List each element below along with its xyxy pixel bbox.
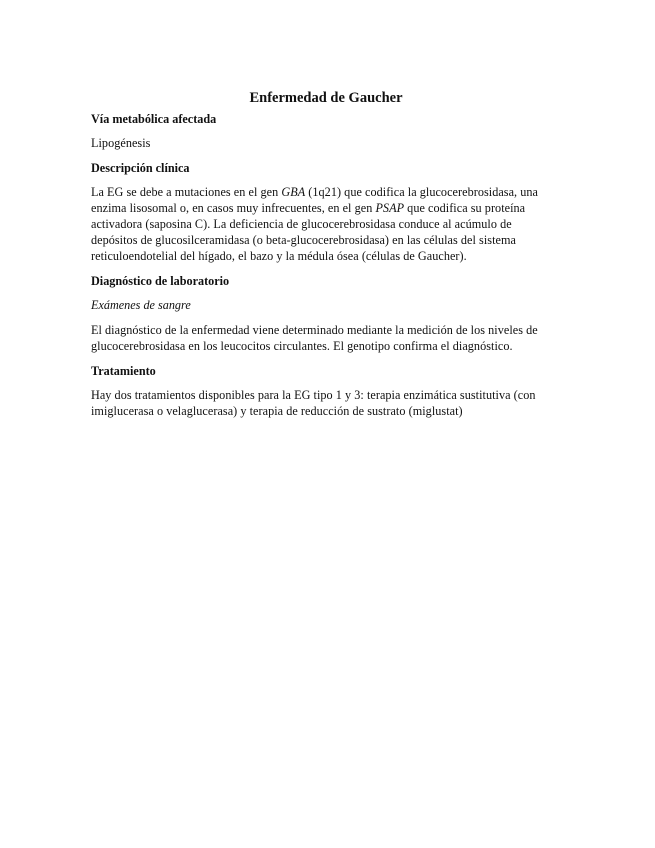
lab-text: El diagnóstico de la enfermedad viene determinado mediante la medición de los niveles de glucocerebrosidasa en los leucocitos circulantes. El genotipo confirma el diagnóstico. [91,323,538,353]
document-page [91,89,561,428]
gene-psap: PSAP [375,201,405,215]
lab-subheading: Exámenes de sangre [91,298,191,312]
gene-gba: GBA [281,185,306,199]
lab-heading: Diagnóstico de laboratorio [91,274,230,288]
clinical-description [91,184,561,264]
treatment-heading: Tratamiento [91,364,156,378]
clinical-heading: Descripción clínica [91,161,190,175]
clinical-text-part-3: que codifica su proteína activadora (saposina C). La deficiencia de glucocerebrosidasa conduce al acúmulo de depósitos de glucosilceramidasa (o beta-glucocerebrosidasa) en las células del sistema reticuloendotelial del hígado, el bazo y la médula ósea (células de Gaucher). [91,201,526,263]
pathway-text: Lipogénesis [91,136,151,150]
clinical-text-part-1: La EG se debe a mutaciones en el gen [91,185,282,199]
clinical-text-part-2: (1q21) que codifica la glucocerebrosidasa, una enzima lisosomal o, en casos muy infrecuentes, en el gen [91,185,538,215]
pathway-heading: Vía metabólica afectada [91,112,217,126]
document-title: Enfermedad de Gaucher [249,90,403,106]
treatment-text: Hay dos tratamientos disponibles para la EG tipo 1 y 3: terapia enzimática sustitutiva (con imiglucerasa o velaglucerasa) y terapia de reducción de sustrato (miglustat) [91,388,536,418]
